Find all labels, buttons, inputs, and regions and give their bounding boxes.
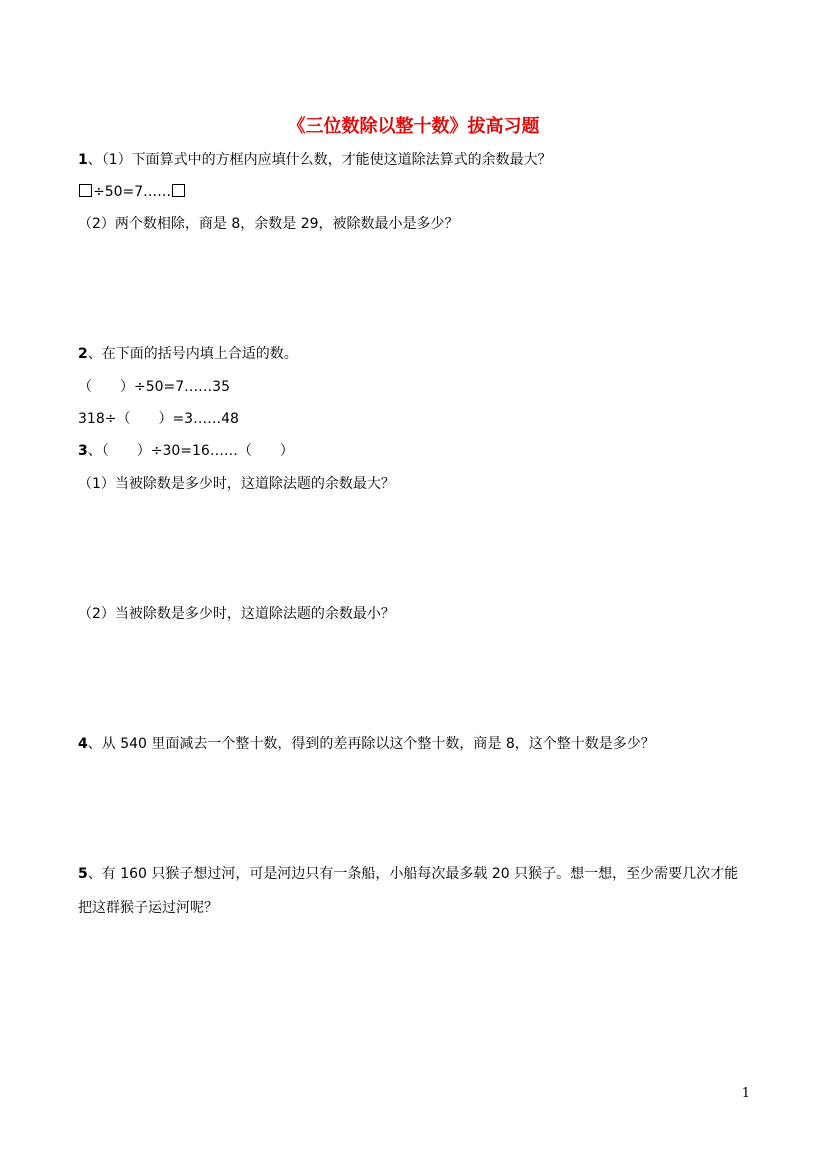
- question-4-text: 从 540 里面减去一个整十数，得到的差再除以这个整十数，商是 8，这个整十数是多少？: [101, 736, 655, 752]
- question-1-part-1-text: （1）下面算式中的方框内应填什么数，才能使这道除法算式的余数最大？: [101, 152, 552, 168]
- question-2: [78, 344, 298, 364]
- question-1-number: 1: [78, 152, 88, 168]
- question-3-separator: 、: [87, 443, 102, 459]
- question-5-line-1: [78, 864, 738, 884]
- question-3-part-2: （2）当被除数是多少时，这道除法题的余数最小？: [78, 606, 395, 622]
- question-3-number: 3: [78, 443, 88, 459]
- question-3: [78, 441, 294, 461]
- question-1-part-2: （2）两个数相除，商是 8，余数是 29，被除数最小是多少？: [78, 216, 459, 232]
- question-2-text: 在下面的括号内填上合适的数。: [101, 346, 298, 362]
- question-3-part-1: （1）当被除数是多少时，这道除法题的余数最大？: [78, 476, 395, 492]
- question-1-part-1: [78, 150, 552, 170]
- question-5-separator: 、: [87, 866, 102, 882]
- worksheet-title: 《三位数除以整十数》拔高习题: [287, 116, 540, 137]
- blank-box: [79, 184, 92, 197]
- question-1-formula: [78, 182, 186, 202]
- question-1-formula-text: ÷50=7……: [93, 184, 172, 200]
- question-2-equation-1: （ ）÷50=7……35: [78, 379, 230, 395]
- question-1-separator: 、: [87, 152, 102, 168]
- question-4-number: 4: [78, 736, 88, 752]
- question-5-number: 5: [78, 866, 88, 882]
- question-4: [78, 734, 655, 754]
- question-4-separator: 、: [87, 736, 102, 752]
- question-2-number: 2: [78, 346, 88, 362]
- question-2-separator: 、: [87, 346, 102, 362]
- page-number: 1: [741, 1086, 750, 1101]
- question-3-text: （ ）÷30=16……（ ）: [101, 443, 294, 459]
- question-5-text-line-1: 有 160 只猴子想过河，可是河边只有一条船，小船每次最多载 20 只猴子。想一想，至少需要几次才能: [101, 866, 739, 882]
- question-2-equation-2: 318÷（ ）=3……48: [78, 411, 239, 427]
- question-5-line-2: 把这群猴子运过河呢？: [78, 900, 218, 916]
- blank-box: [172, 184, 185, 197]
